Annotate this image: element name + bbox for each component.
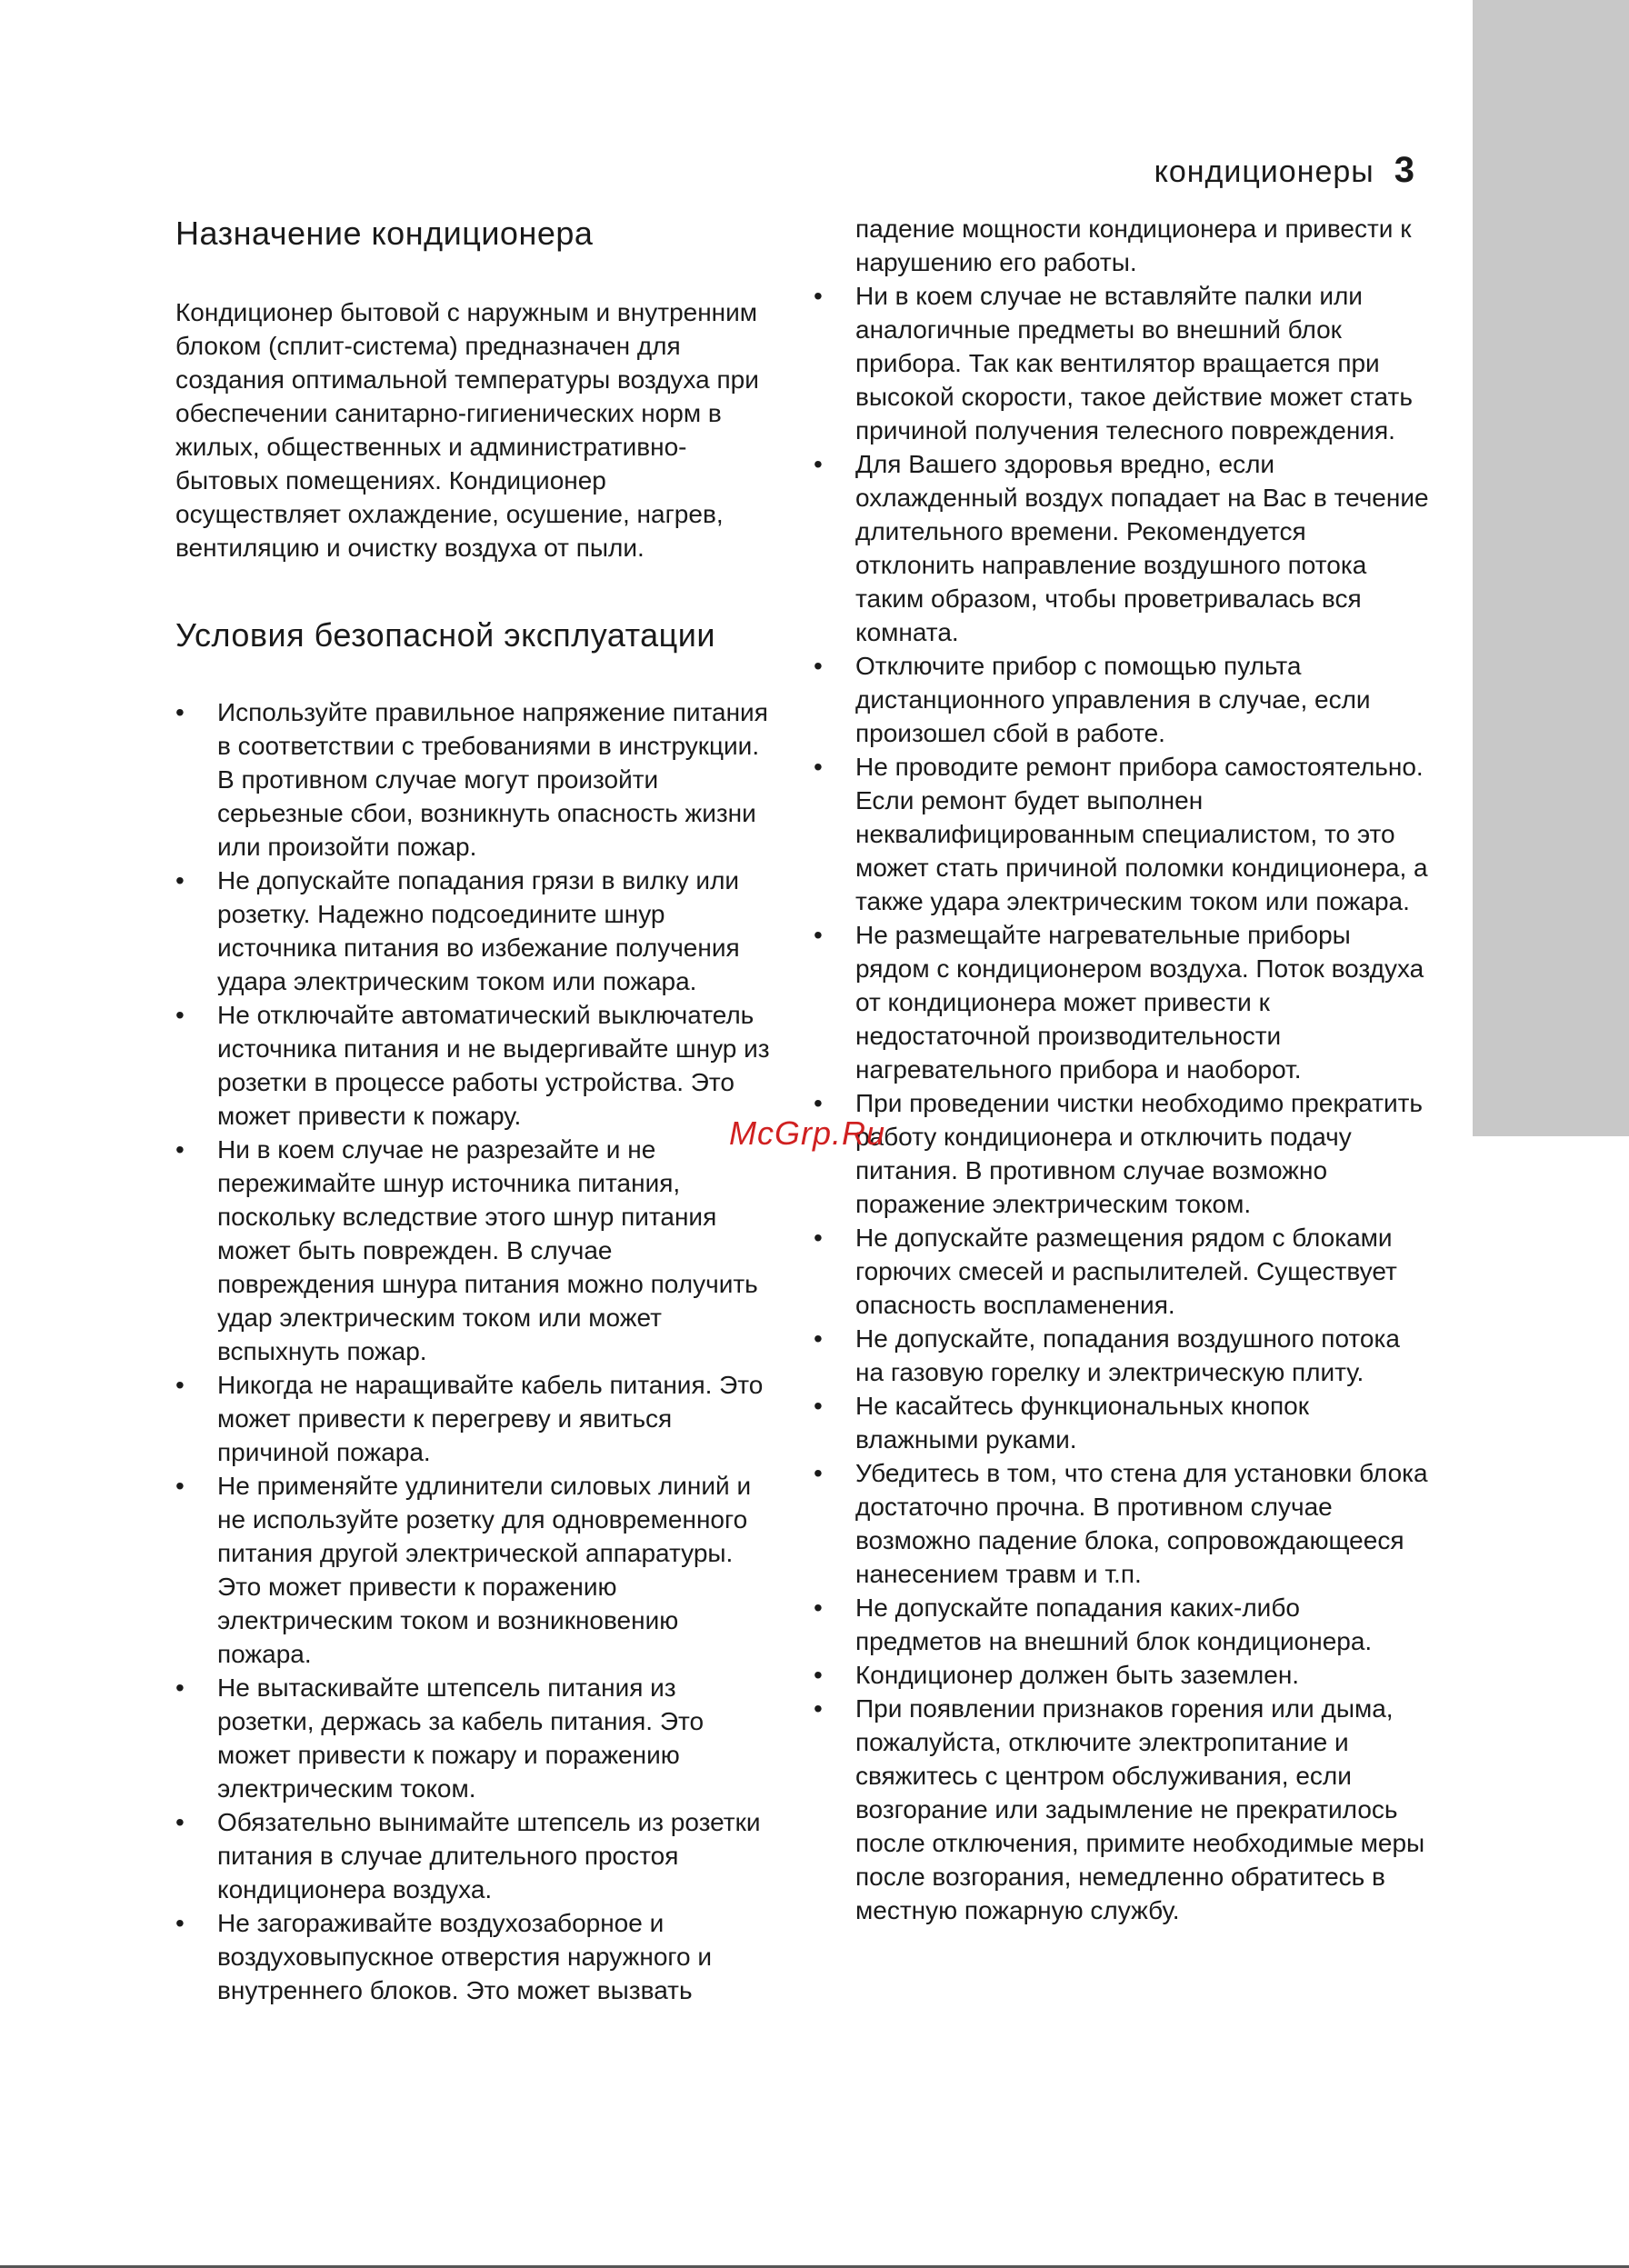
running-header (1154, 150, 1414, 191)
list-item: • Не допускайте попадания каких-либо предметов на внешний блок кондиционера. (814, 1591, 1432, 1658)
list-item: • Обязательно вынимайте штепсель из розетки питания в случае длительного простоя кондиционера воздуха. (175, 1805, 775, 1906)
list-item: • Не проводите ремонт прибора самостоятельно. Если ремонт будет выполнен неквалифицированным специалистом, то это может стать причиной поломки кондиционера, а также удара электрическим током или пожара. (814, 750, 1432, 918)
list-item: • Не касайтесь функциональных кнопок влажными руками. (814, 1389, 1432, 1456)
section-name: кондиционеры (1154, 155, 1374, 189)
list-item: • Кондиционер должен быть заземлен. (814, 1658, 1432, 1692)
list-item: • Ни в коем случае не вставляйте палки или аналогичные предметы во внешний блок прибора. Так как вентилятор вращается при высокой скорости, такое действие может стать причиной получения телесного повреждения. (814, 279, 1432, 447)
safety-list-left (175, 695, 775, 2007)
purpose-paragraph: Кондиционер бытовой с наружным и внутренним блоком (сплит-система) предназначен для создания оптимальной температуры воздуха при обеспечении санитарно-гигиенических норм в жилых, общественных и административно-бытовых помещениях. Кондиционер осуществляет охлаждение, осушение, нагрев, вентиляцию и очистку воздуха от пыли. (175, 298, 759, 562)
list-item: • Не размещайте нагревательные приборы рядом с кондиционером воздуха. Поток воздуха от кондиционера может привести к недостаточной производительности нагревательного прибора и наоборот. (814, 918, 1432, 1086)
watermark: McGrp.Ru (729, 1114, 886, 1152)
left-column (175, 212, 775, 2007)
list-item: • Используйте правильное напряжение питания в соответствии с требованиями в инструкции. В противном случае могут произойти серьезные сбои, возникнуть опасность жизни или произойти пожар. (175, 695, 775, 864)
list-item: • Не допускайте попадания грязи в вилку или розетку. Надежно подсоедините шнур источника питания во избежание получения удара электрическим током или пожара. (175, 864, 775, 998)
right-column (814, 212, 1432, 1927)
purpose-heading: Назначение кондиционера (175, 215, 594, 252)
page-number: 3 (1394, 150, 1414, 190)
list-item: • При проведении чистки необходимо прекратить работу кондиционера и отключить подачу питания. В противном случае возможно поражение электрическим током. (814, 1086, 1432, 1221)
list-item: • Не отключайте автоматический выключатель источника питания и не выдергивайте шнур из розетки в процессе работы устройства. Это может привести к пожару. (175, 998, 775, 1133)
list-item: • Не загораживайте воздухозаборное и воздуховыпускное отверстия наружного и внутреннего блоков. Это может вызвать (175, 1906, 775, 2007)
list-item: • Для Вашего здоровья вредно, если охлажденный воздух попадает на Вас в течение длительного времени. Рекомендуется отклонить направление воздушного потока таким образом, чтобы проветривалась вся комната. (814, 447, 1432, 649)
safety-list-right (814, 279, 1432, 1927)
list-continuation: падение мощности кондиционера и привести к нарушению его работы. (855, 215, 1412, 276)
list-item: • Убедитесь в том, что стена для установки блока достаточно прочна. В противном случае возможно падение блока, сопровождающееся нанесением травм и т.п. (814, 1456, 1432, 1591)
safety-heading: Условия безопасной эксплуатации (175, 616, 716, 654)
list-item: • При появлении признаков горения или дыма, пожалуйста, отключите электропитание и свяжитесь с центром обслуживания, если возгорание или задымление не прекратилось после отключения, примите необходимые меры после возгорания, немедленно обратитесь в местную пожарную службу. (814, 1692, 1432, 1927)
list-item: • Не допускайте размещения рядом с блоками горючих смесей и распылителей. Существует опасность воспламенения. (814, 1221, 1432, 1322)
list-item: • Отключите прибор с помощью пульта дистанционного управления в случае, если произошел сбой в работе. (814, 649, 1432, 750)
list-item: • Ни в коем случае не разрезайте и не пережимайте шнур источника питания, поскольку вследствие этого шнур питания может быть поврежден. В случае повреждения шнура питания можно получить удар электрическим током или может вспыхнуть пожар. (175, 1133, 775, 1368)
list-item: • Не применяйте удлинители силовых линий и не используйте розетку для одновременного питания другой электрической аппаратуры. Это может привести к поражению электрическим током и возникновению пожара. (175, 1469, 775, 1671)
list-item: • Не вытаскивайте штепсель питания из розетки, держась за кабель питания. Это может привести к пожару и поражению электрическим током. (175, 1671, 775, 1805)
list-item: • Никогда не наращивайте кабель питания. Это может привести к перегреву и явиться причиной пожара. (175, 1368, 775, 1469)
side-tab (1473, 0, 1629, 1136)
list-item: • Не допускайте, попадания воздушного потока на газовую горелку и электрическую плиту. (814, 1322, 1432, 1389)
